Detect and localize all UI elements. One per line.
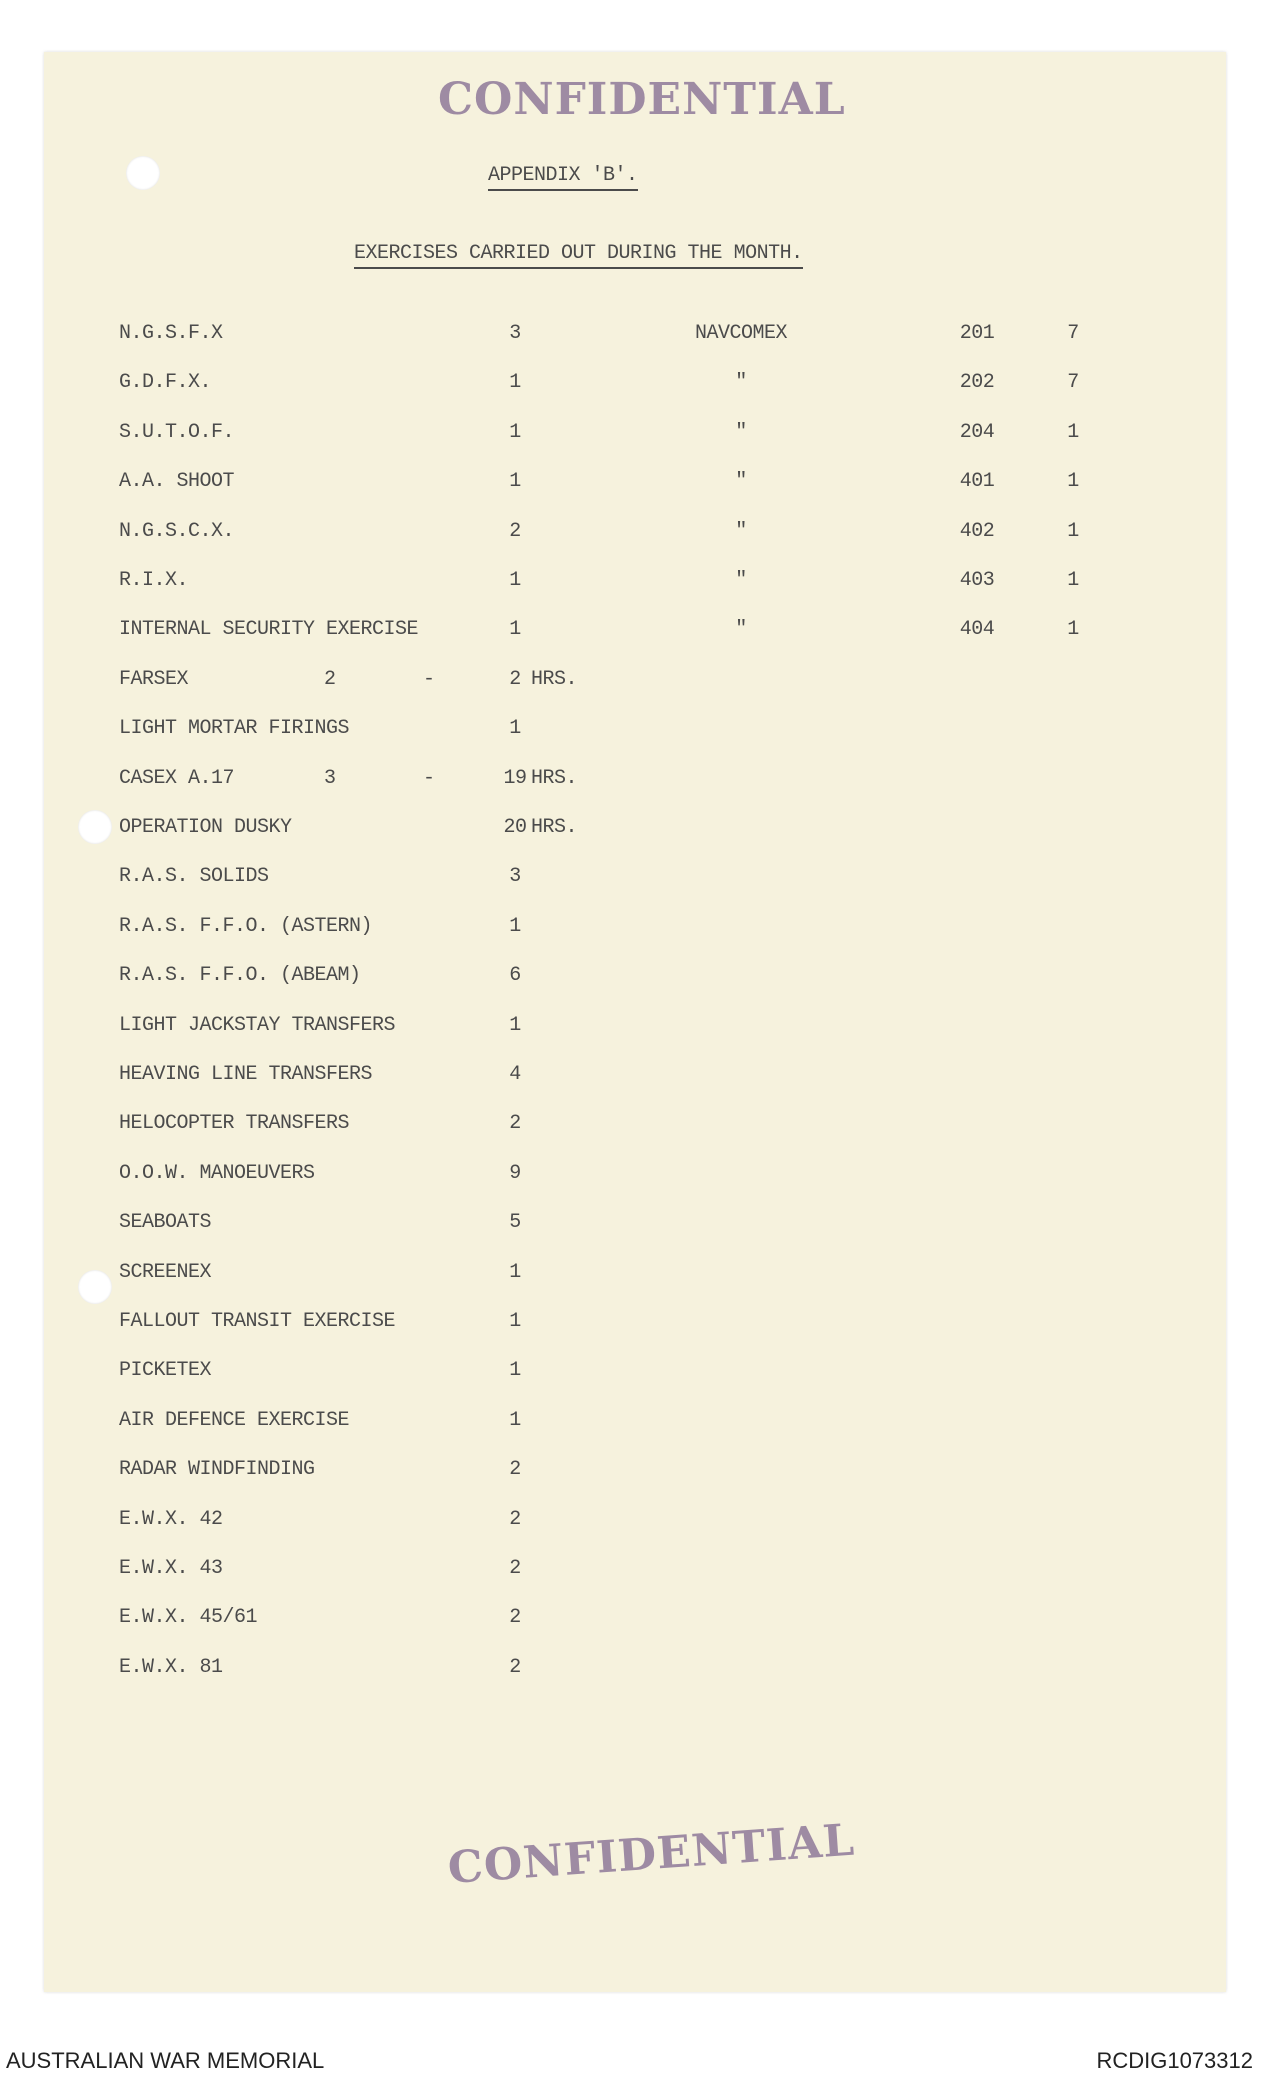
- exercise-name: G.D.F.X.: [119, 371, 212, 395]
- exercise-unit: HRS.: [531, 766, 578, 790]
- navcomex-code: 404: [959, 618, 995, 642]
- navcomex-name: ": [735, 371, 747, 395]
- exercise-name: A.A. SHOOT: [119, 470, 235, 494]
- navcomex-code: 402: [959, 519, 995, 543]
- exercise-row: [0, 1112, 1265, 1142]
- exercise-row: [0, 964, 1265, 994]
- navcomex-name: ": [735, 420, 747, 444]
- exercise-name: E.W.X. 45/61: [119, 1606, 258, 1630]
- exercise-count: 1: [509, 371, 521, 395]
- exercise-count: 1: [509, 1359, 521, 1383]
- exercise-count: 2: [509, 667, 521, 691]
- exercise-count: 1: [509, 1310, 521, 1333]
- navcomex-code: 204: [959, 420, 995, 444]
- exercise-row: [0, 1409, 1265, 1439]
- exercise-name: HELOCOPTER TRANSFERS: [119, 1112, 350, 1136]
- exercise-row: [0, 1014, 1265, 1044]
- exercise-count: 1: [509, 1408, 521, 1432]
- exercise-row: [0, 1359, 1265, 1389]
- exercise-count: 2: [509, 1655, 521, 1679]
- footer-institution: AUSTRALIAN WAR MEMORIAL: [6, 2048, 325, 2073]
- confidential-stamp-top: CONFIDENTIAL: [438, 74, 846, 125]
- navcomex-code: 403: [959, 569, 995, 592]
- exercise-count: 1: [509, 1013, 521, 1037]
- exercise-count: 1: [509, 914, 521, 938]
- exercise-name: LIGHT MORTAR FIRINGS: [119, 717, 350, 741]
- exercise-count: 9: [509, 1161, 521, 1185]
- navcomex-name: ": [735, 569, 747, 592]
- confidential-stamp-bottom: CONFIDENTIAL: [446, 1814, 857, 1894]
- exercise-name: LIGHT JACKSTAY TRANSFERS: [119, 1013, 396, 1037]
- exercise-name: OPERATION DUSKY: [119, 816, 292, 839]
- exercise-count: 2: [509, 1507, 521, 1531]
- exercise-count: 1: [509, 569, 521, 592]
- exercise-name: E.W.X. 42: [119, 1507, 223, 1531]
- navcomex-count: 1: [1067, 420, 1079, 444]
- exercise-name: N.G.S.C.X.: [119, 519, 235, 543]
- exercise-count: 3: [509, 865, 521, 889]
- exercise-name: S.U.T.O.F.: [119, 420, 235, 444]
- exercise-count: 1: [509, 420, 521, 444]
- exercise-row: [0, 915, 1265, 945]
- exercise-row: [0, 1162, 1265, 1192]
- exercise-name: E.W.X. 81: [119, 1655, 223, 1679]
- exercise-row: [0, 1261, 1265, 1291]
- footer-record-id: RCDIG1073312: [1096, 2048, 1253, 2073]
- exercise-name: INTERNAL SECURITY EXERCISE: [119, 618, 419, 642]
- exercise-sub-count: 2: [324, 667, 336, 691]
- exercise-row: [0, 1458, 1265, 1488]
- navcomex-count: 7: [1067, 322, 1079, 345]
- navcomex-name: ": [735, 470, 747, 494]
- exercise-dash: -: [423, 667, 435, 691]
- exercise-sub-count: 3: [324, 766, 336, 790]
- exercise-count: 1: [509, 717, 521, 741]
- exercise-count: 2: [509, 1458, 521, 1482]
- exercise-row: [0, 1211, 1265, 1241]
- exercise-name: RADAR WINDFINDING: [119, 1458, 315, 1482]
- exercise-count: 3: [509, 322, 521, 345]
- punch-hole-top: [126, 156, 160, 190]
- exercise-row: [0, 1310, 1265, 1340]
- exercise-row: [0, 1656, 1265, 1686]
- exercise-row: [0, 717, 1265, 747]
- exercise-dash: -: [423, 766, 435, 790]
- exercise-name: SCREENEX: [119, 1260, 212, 1284]
- exercise-name: FARSEX: [119, 667, 189, 691]
- exercise-row: [0, 1508, 1265, 1538]
- exercise-count: 1: [509, 1260, 521, 1284]
- exercise-count: 2: [509, 1606, 521, 1630]
- exercise-name: PICKETEX: [119, 1359, 212, 1383]
- exercise-count: 19: [503, 766, 527, 790]
- navcomex-count: 1: [1067, 618, 1079, 642]
- exercise-count: 1: [509, 470, 521, 494]
- exercise-row: [0, 816, 1265, 846]
- exercise-name: R.I.X.: [119, 569, 189, 592]
- exercise-name: CASEX A.17: [119, 766, 235, 790]
- navcomex-name: ": [735, 618, 747, 642]
- exercise-name: N.G.S.F.X: [119, 322, 223, 345]
- exercise-row: [0, 1063, 1265, 1093]
- exercise-count: 2: [509, 519, 521, 543]
- exercise-count: 2: [509, 1112, 521, 1136]
- exercise-name: FALLOUT TRANSIT EXERCISE: [119, 1310, 396, 1333]
- navcomex-code: 401: [959, 470, 995, 494]
- exercise-row: [0, 668, 1265, 698]
- exercise-count: 2: [509, 1557, 521, 1580]
- exercise-count: 1: [509, 618, 521, 642]
- exercise-name: SEABOATS: [119, 1211, 212, 1235]
- exercise-name: O.O.W. MANOEUVERS: [119, 1161, 315, 1185]
- exercise-row: [0, 767, 1265, 797]
- navcomex-code: 201: [959, 322, 995, 345]
- navcomex-code: 202: [959, 371, 995, 395]
- exercise-count: 20: [503, 816, 527, 839]
- navcomex-name: ": [735, 519, 747, 543]
- exercise-unit: HRS.: [531, 667, 578, 691]
- exercise-row: [0, 1606, 1265, 1636]
- navcomex-count: 1: [1067, 470, 1079, 494]
- exercise-count: 5: [509, 1211, 521, 1235]
- exercise-row: [0, 865, 1265, 895]
- exercise-row: [0, 1557, 1265, 1587]
- exercise-name: HEAVING LINE TRANSFERS: [119, 1063, 373, 1086]
- navcomex-count: 7: [1067, 371, 1079, 395]
- exercise-name: AIR DEFENCE EXERCISE: [119, 1408, 350, 1432]
- appendix-title: APPENDIX 'B'.: [488, 164, 638, 191]
- exercise-name: R.A.S. F.F.O. (ABEAM): [119, 964, 361, 988]
- exercise-count: 4: [509, 1063, 521, 1086]
- exercise-name: R.A.S. SOLIDS: [119, 865, 269, 889]
- exercise-count: 6: [509, 964, 521, 988]
- navcomex-name: NAVCOMEX: [694, 322, 787, 345]
- exercises-heading: EXERCISES CARRIED OUT DURING THE MONTH.: [354, 242, 803, 269]
- navcomex-count: 1: [1067, 519, 1079, 543]
- exercise-name: E.W.X. 43: [119, 1557, 223, 1580]
- navcomex-count: 1: [1067, 569, 1079, 592]
- exercise-unit: HRS.: [531, 816, 578, 839]
- exercise-name: R.A.S. F.F.O. (ASTERN): [119, 914, 373, 938]
